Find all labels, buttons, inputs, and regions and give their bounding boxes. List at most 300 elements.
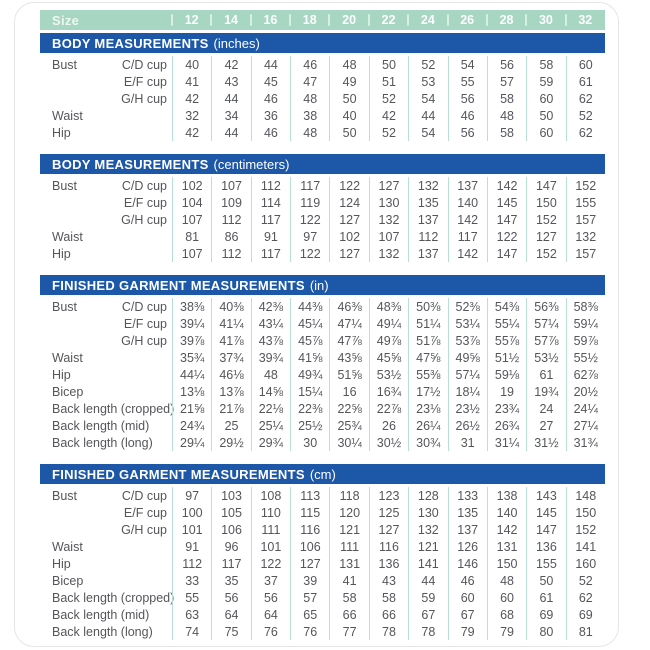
measurement-cell: 145 (487, 194, 526, 211)
measurement-cell: 46 (448, 572, 487, 589)
measurement-cell: 145 (526, 504, 565, 521)
measurement-cell: 117 (448, 228, 487, 245)
measurement-cell: 59 (526, 73, 565, 90)
row-label: Back length (mid) (52, 607, 150, 622)
measurement-cell: 123 (369, 487, 408, 504)
measurement-cell: 43⅝ (329, 349, 368, 366)
row-label-group (40, 177, 172, 194)
measurement-cell: 40 (329, 107, 368, 124)
measurement-cell: 117 (211, 555, 250, 572)
measurement-cell: 44 (408, 107, 447, 124)
measurement-cell: 118 (329, 487, 368, 504)
measurement-cell: 132 (408, 521, 447, 538)
measurement-cell: 48 (329, 56, 368, 73)
measurement-cell: 29¾ (251, 434, 290, 451)
measurement-cell: 127 (369, 177, 408, 194)
measurement-cell: 107 (172, 245, 211, 262)
measurement-cell: 41 (329, 572, 368, 589)
measurement-cell: 35¾ (172, 349, 211, 366)
row-label-group (40, 623, 172, 640)
row-label-group (40, 417, 172, 434)
row-label-group (40, 211, 172, 228)
row-label: Bicep (52, 573, 84, 588)
measurement-cell: 13⅞ (211, 383, 250, 400)
measurement-cell: 137 (448, 177, 487, 194)
row-label: Waist (52, 539, 83, 554)
measurement-cell: 152 (566, 521, 605, 538)
row-label-group (40, 366, 172, 383)
section-subtitle: (cm) (309, 466, 336, 482)
measurement-cell: 24¼ (566, 400, 605, 417)
table-row (40, 521, 605, 538)
measurement-cell: 67 (408, 606, 447, 623)
measurement-cell: 24¾ (172, 417, 211, 434)
table-row (40, 56, 605, 73)
measurement-cell: 137 (408, 211, 447, 228)
row-label-group (40, 228, 172, 245)
measurement-cell: 50 (369, 56, 408, 73)
measurement-cell: 160 (566, 555, 605, 572)
measurement-cell: 46⅛ (211, 366, 250, 383)
row-label: Bust (52, 488, 78, 503)
measurement-cell: 152 (526, 245, 565, 262)
measurement-cell: 64 (211, 606, 250, 623)
table-row (40, 417, 605, 434)
measurement-cell: 55⅜ (408, 366, 447, 383)
measurement-cell: 46 (448, 107, 487, 124)
row-label-group (40, 589, 175, 606)
row-label: Waist (52, 350, 83, 365)
section-header (40, 33, 605, 53)
measurement-cell: 22⅝ (329, 400, 368, 417)
measurement-cell: 47 (290, 73, 329, 90)
table-row (40, 623, 605, 640)
measurement-cell: 33 (172, 572, 211, 589)
measurement-cell: 132 (408, 177, 447, 194)
row-label: Hip (52, 246, 71, 261)
measurement-cell: 32 (172, 107, 211, 124)
size-cell: 22 (369, 10, 408, 30)
measurement-cell: 50⅜ (408, 298, 447, 315)
measurement-cell: 38 (290, 107, 329, 124)
measurement-cell: 30 (290, 434, 329, 451)
measurement-cell: 57⅞ (526, 332, 565, 349)
measurement-cell: 53½ (369, 366, 408, 383)
measurement-cell: 54 (408, 90, 447, 107)
measurement-cell: 48 (290, 90, 329, 107)
section-rows (40, 56, 605, 141)
measurement-cell: 107 (369, 228, 408, 245)
row-label-group (40, 332, 172, 349)
row-label-group (40, 504, 172, 521)
measurement-cell: 58 (487, 124, 526, 141)
measurement-cell: 137 (448, 521, 487, 538)
size-cell: 18 (290, 10, 329, 30)
measurement-cell: 60 (448, 589, 487, 606)
measurement-cell: 131 (329, 555, 368, 572)
row-label-group (40, 194, 172, 211)
row-label-group (40, 434, 172, 451)
table-row (40, 73, 605, 90)
measurement-cell: 58 (526, 56, 565, 73)
measurement-cell: 147 (526, 177, 565, 194)
measurement-cell: 30½ (369, 434, 408, 451)
measurement-cell: 103 (211, 487, 250, 504)
measurement-cell: 41⅝ (290, 349, 329, 366)
measurement-cell: 17½ (408, 383, 447, 400)
measurement-cell: 56 (448, 124, 487, 141)
measurement-cell: 38⅜ (172, 298, 211, 315)
measurement-cell: 126 (448, 538, 487, 555)
measurement-cell: 142 (448, 211, 487, 228)
measurement-cell: 117 (251, 245, 290, 262)
measurement-cell: 61 (526, 589, 565, 606)
measurement-cell: 110 (251, 504, 290, 521)
measurement-cell: 96 (211, 538, 250, 555)
measurement-cell: 41⅞ (211, 332, 250, 349)
table-row (40, 90, 605, 107)
measurement-cell: 143 (526, 487, 565, 504)
measurement-cell: 57¼ (448, 366, 487, 383)
measurement-cell: 51¼ (408, 315, 447, 332)
measurement-cell: 125 (369, 504, 408, 521)
size-chart-table (40, 10, 605, 640)
section-header (40, 154, 605, 174)
measurement-cell: 31½ (526, 434, 565, 451)
measurement-cell: 40 (172, 56, 211, 73)
row-label: Back length (long) (52, 624, 153, 639)
measurement-cell: 25¾ (329, 417, 368, 434)
measurement-cell: 44 (408, 572, 447, 589)
measurement-cell: 140 (487, 504, 526, 521)
measurement-cell: 116 (290, 521, 329, 538)
row-label: Hip (52, 556, 71, 571)
row-label-group (40, 349, 172, 366)
table-row (40, 332, 605, 349)
measurement-cell: 91 (251, 228, 290, 245)
measurement-cell: 106 (211, 521, 250, 538)
measurement-cell: 157 (566, 211, 605, 228)
measurement-cell: 101 (172, 521, 211, 538)
row-label-group (40, 538, 172, 555)
measurement-cell: 56 (251, 589, 290, 606)
measurement-cell: 42 (172, 90, 211, 107)
section-title: FINISHED GARMENT MEASUREMENTS (52, 466, 305, 482)
measurement-cell: 43⅞ (251, 332, 290, 349)
measurement-cell: 62⅞ (566, 366, 605, 383)
measurement-cell: 42 (369, 107, 408, 124)
measurement-cell: 26½ (448, 417, 487, 434)
measurement-cell: 121 (329, 521, 368, 538)
row-label-group (40, 487, 172, 504)
measurement-cell: 64 (251, 606, 290, 623)
measurement-cell: 31¾ (566, 434, 605, 451)
measurement-cell: 52 (408, 56, 447, 73)
measurement-cell: 22⅜ (290, 400, 329, 417)
measurement-cell: 60 (487, 589, 526, 606)
measurement-cell: 131 (487, 538, 526, 555)
row-label-group (40, 73, 172, 90)
measurement-cell: 112 (172, 555, 211, 572)
row-label-group (40, 298, 172, 315)
measurement-cell: 23½ (448, 400, 487, 417)
measurement-cell: 55½ (566, 349, 605, 366)
row-label: Bust (52, 299, 78, 314)
measurement-cell: 14⅝ (251, 383, 290, 400)
measurement-cell: 107 (172, 211, 211, 228)
measurement-cell: 44 (211, 90, 250, 107)
measurement-cell: 107 (211, 177, 250, 194)
section-subtitle: (in) (309, 277, 329, 293)
measurement-cell: 124 (329, 194, 368, 211)
measurement-cell: 24 (526, 400, 565, 417)
measurement-cell: 128 (408, 487, 447, 504)
measurement-cell: 39¾ (251, 349, 290, 366)
measurement-cell: 48 (487, 107, 526, 124)
row-sublabel: G/H cup (121, 212, 167, 227)
measurement-cell: 13⅛ (172, 383, 211, 400)
measurement-cell: 55¼ (487, 315, 526, 332)
measurement-cell: 45 (251, 73, 290, 90)
row-label-group (40, 400, 175, 417)
measurement-cell: 75 (211, 623, 250, 640)
measurement-cell: 130 (408, 504, 447, 521)
measurement-cell: 16 (329, 383, 368, 400)
measurement-cell: 136 (526, 538, 565, 555)
measurement-cell: 142 (487, 521, 526, 538)
table-row (40, 245, 605, 262)
measurement-cell: 44 (211, 124, 250, 141)
size-cell: 30 (526, 10, 565, 30)
measurement-cell: 53⅞ (448, 332, 487, 349)
section-title: BODY MEASUREMENTS (52, 35, 209, 51)
table-row (40, 504, 605, 521)
measurement-cell: 52 (566, 572, 605, 589)
size-cell: 28 (487, 10, 526, 30)
measurement-cell: 51⅝ (329, 366, 368, 383)
measurement-cell: 53½ (526, 349, 565, 366)
row-sublabel: C/D cup (121, 299, 167, 314)
measurement-cell: 49 (329, 73, 368, 90)
measurement-cell: 42 (211, 56, 250, 73)
measurement-cell: 45⅞ (290, 332, 329, 349)
measurement-cell: 114 (251, 194, 290, 211)
row-label-group (40, 555, 172, 572)
measurement-cell: 115 (290, 504, 329, 521)
measurement-cell: 35 (211, 572, 250, 589)
row-sublabel: G/H cup (121, 333, 167, 348)
table-row (40, 572, 605, 589)
size-header-row (40, 10, 605, 30)
row-sublabel: E/F cup (123, 195, 167, 210)
table-row (40, 107, 605, 124)
measurement-cell: 141 (408, 555, 447, 572)
measurement-cell: 141 (566, 538, 605, 555)
measurement-cell: 148 (566, 487, 605, 504)
section-title: FINISHED GARMENT MEASUREMENTS (52, 277, 305, 293)
row-label: Back length (mid) (52, 418, 150, 433)
section-rows (40, 487, 605, 640)
measurement-cell: 66 (329, 606, 368, 623)
measurement-cell: 31 (448, 434, 487, 451)
section-rows (40, 177, 605, 262)
measurement-cell: 65 (290, 606, 329, 623)
measurement-cell: 78 (369, 623, 408, 640)
measurement-cell: 48⅜ (369, 298, 408, 315)
measurement-cell: 34 (211, 107, 250, 124)
section-header (40, 464, 605, 484)
table-row (40, 194, 605, 211)
measurement-cell: 51⅞ (408, 332, 447, 349)
measurement-cell: 77 (329, 623, 368, 640)
measurement-cell: 58 (487, 90, 526, 107)
size-cell: 24 (408, 10, 447, 30)
measurement-cell: 97 (172, 487, 211, 504)
measurement-cell: 81 (566, 623, 605, 640)
measurement-cell: 49⅝ (448, 349, 487, 366)
measurement-cell: 36 (251, 107, 290, 124)
table-row (40, 228, 605, 245)
measurement-cell: 76 (251, 623, 290, 640)
row-label: Waist (52, 229, 83, 244)
measurement-cell: 122 (329, 177, 368, 194)
measurement-cell: 86 (211, 228, 250, 245)
measurement-cell: 21⅝ (172, 400, 211, 417)
measurement-cell: 79 (487, 623, 526, 640)
measurement-cell: 23¾ (487, 400, 526, 417)
measurement-cell: 150 (566, 504, 605, 521)
measurement-cell: 59 (408, 589, 447, 606)
table-row (40, 124, 605, 141)
measurement-cell: 46 (251, 90, 290, 107)
row-label: Back length (cropped) (52, 590, 175, 605)
row-label: Waist (52, 108, 83, 123)
measurement-cell: 74 (172, 623, 211, 640)
measurement-cell: 29¼ (172, 434, 211, 451)
measurement-cell: 152 (566, 177, 605, 194)
measurement-cell: 137 (408, 245, 447, 262)
row-sublabel: G/H cup (121, 91, 167, 106)
measurement-cell: 57 (487, 73, 526, 90)
measurement-cell: 43 (369, 572, 408, 589)
row-label-group (40, 383, 172, 400)
measurement-cell: 39⅞ (172, 332, 211, 349)
measurement-cell: 104 (172, 194, 211, 211)
measurement-cell: 62 (566, 90, 605, 107)
table-row (40, 298, 605, 315)
row-label-group (40, 521, 172, 538)
row-sublabel: E/F cup (123, 316, 167, 331)
section-rows (40, 298, 605, 451)
table-row (40, 555, 605, 572)
row-sublabel: C/D cup (121, 488, 167, 503)
size-cell: 12 (172, 10, 211, 30)
size-cell: 16 (251, 10, 290, 30)
measurement-cell: 53¼ (448, 315, 487, 332)
section-title: BODY MEASUREMENTS (52, 156, 209, 172)
measurement-cell: 111 (329, 538, 368, 555)
measurement-cell: 100 (172, 504, 211, 521)
measurement-cell: 39 (290, 572, 329, 589)
measurement-cell: 56 (211, 589, 250, 606)
measurement-section (40, 275, 605, 451)
row-label: Hip (52, 125, 71, 140)
measurement-cell: 97 (290, 228, 329, 245)
measurement-cell: 40⅜ (211, 298, 250, 315)
measurement-cell: 58 (369, 589, 408, 606)
table-row (40, 315, 605, 332)
measurement-cell: 57¼ (526, 315, 565, 332)
measurement-cell: 43¼ (251, 315, 290, 332)
measurement-cell: 22⅛ (251, 400, 290, 417)
measurement-cell: 59⅛ (487, 366, 526, 383)
measurement-cell: 58⅜ (566, 298, 605, 315)
measurement-cell: 48 (290, 124, 329, 141)
measurement-cell: 135 (448, 504, 487, 521)
table-row (40, 349, 605, 366)
measurement-cell: 37¾ (211, 349, 250, 366)
measurement-cell: 50 (329, 90, 368, 107)
measurement-cell: 142 (487, 177, 526, 194)
measurement-cell: 135 (408, 194, 447, 211)
measurement-cell: 127 (329, 211, 368, 228)
row-label-group (40, 315, 172, 332)
measurement-cell: 49⅞ (369, 332, 408, 349)
measurement-cell: 111 (251, 521, 290, 538)
measurement-cell: 49¾ (290, 366, 329, 383)
row-label: Hip (52, 367, 71, 382)
measurement-cell: 101 (251, 538, 290, 555)
measurement-cell: 27 (526, 417, 565, 434)
measurement-cell: 122 (290, 211, 329, 228)
measurement-cell: 127 (329, 245, 368, 262)
measurement-cell: 46 (290, 56, 329, 73)
measurement-cell: 155 (526, 555, 565, 572)
measurement-cell: 140 (448, 194, 487, 211)
row-label: Bust (52, 178, 78, 193)
row-label: Back length (long) (52, 435, 153, 450)
measurement-cell: 25 (211, 417, 250, 434)
measurement-cell: 44 (251, 56, 290, 73)
measurement-cell: 19 (487, 383, 526, 400)
measurement-cell: 46 (251, 124, 290, 141)
size-cell: 32 (566, 10, 605, 30)
measurement-cell: 112 (408, 228, 447, 245)
measurement-cell: 50 (526, 107, 565, 124)
measurement-cell: 19¾ (526, 383, 565, 400)
measurement-cell: 132 (566, 228, 605, 245)
measurement-cell: 26¼ (408, 417, 447, 434)
measurement-cell: 59⅞ (566, 332, 605, 349)
measurement-cell: 23⅛ (408, 400, 447, 417)
measurement-cell: 69 (526, 606, 565, 623)
measurement-cell: 56 (448, 90, 487, 107)
measurement-cell: 59¼ (566, 315, 605, 332)
table-row (40, 366, 605, 383)
measurement-cell: 27¼ (566, 417, 605, 434)
measurement-cell: 117 (290, 177, 329, 194)
measurement-cell: 147 (526, 521, 565, 538)
measurement-cell: 56 (487, 56, 526, 73)
measurement-cell: 50 (526, 572, 565, 589)
measurement-cell: 61 (526, 366, 565, 383)
row-sublabel: E/F cup (123, 74, 167, 89)
table-row (40, 538, 605, 555)
table-row (40, 606, 605, 623)
measurement-cell: 53 (408, 73, 447, 90)
measurement-cell: 47¼ (329, 315, 368, 332)
measurement-cell: 147 (487, 245, 526, 262)
